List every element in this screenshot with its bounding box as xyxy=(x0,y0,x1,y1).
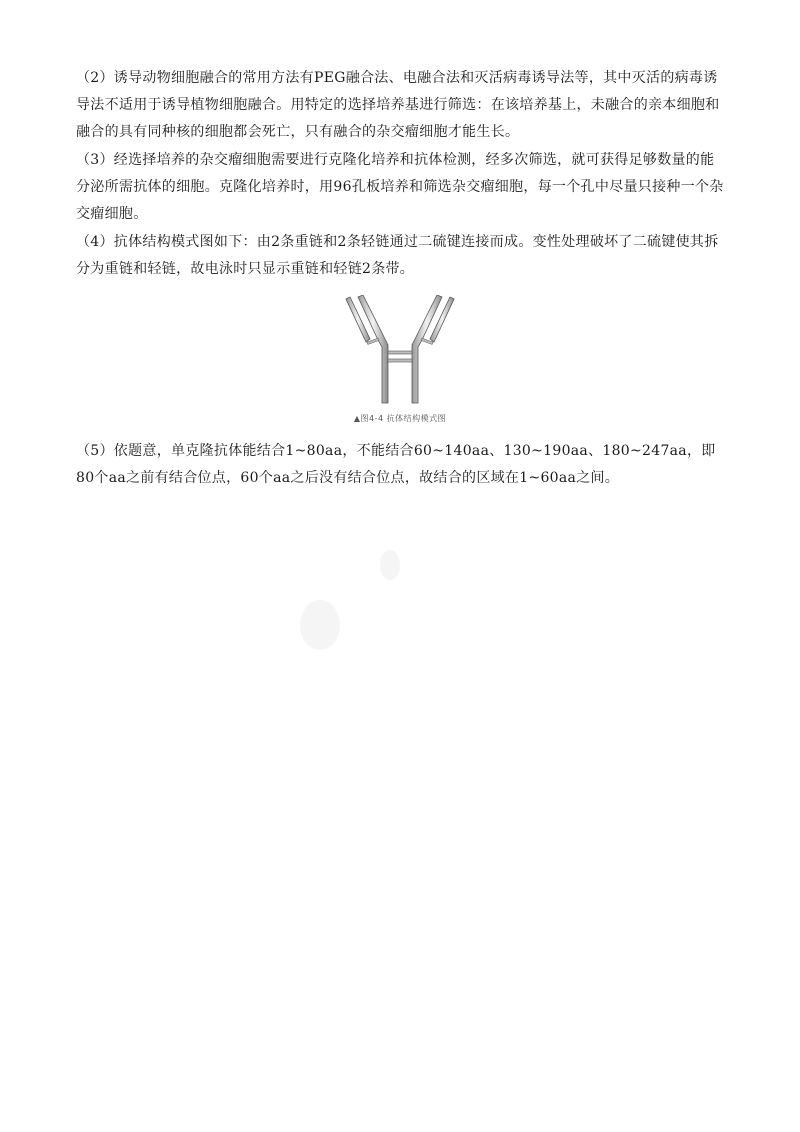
paragraph-2: （2）诱导动物细胞融合的常用方法有PEG融合法、电融合法和灭活病毒诱导法等，其中灭活的病毒诱导法不适用于诱导植物细胞融合。用特定的选择培养基进行筛选：在该培养基上，未融合的亲本细胞和融合的具有同种核的细胞都会死亡，只有融合的杂交瘤细胞才能生长。 xyxy=(76,70,720,140)
heavy-chain-right xyxy=(412,295,442,403)
disulfide-bond-upper xyxy=(388,351,412,354)
antibody-structure-diagram xyxy=(340,295,460,407)
antibody-figure xyxy=(330,295,470,435)
scan-smudge xyxy=(300,600,340,650)
disulfide-bond-lower xyxy=(388,359,412,362)
paragraph-3: （3）经选择培养的杂交瘤细胞需要进行克隆化培养和抗体检测，经多次筛选，就可获得足够数量的能分泌所需抗体的细胞。克隆化培养时，用96孔板培养和筛选杂交瘤细胞，每一个孔中尽量只接种一个杂交瘤细胞。 xyxy=(76,152,724,222)
figure-caption: ▲图4-4 抗体结构模式图 xyxy=(353,414,447,423)
paragraph-5: （5）依题意，单克隆抗体能结合1~80aa，不能结合60~140aa、130~190aa、180~247aa，即80个aa之前有结合位点，60个aa之后没有结合位点，故结合的区域在1~60aa之间。 xyxy=(76,443,716,486)
heavy-chain-left xyxy=(358,295,388,403)
paragraph-4: （4）抗体结构模式图如下：由2条重链和2条轻链通过二硫键连接而成。变性处理破坏了二硫键使其拆分为重链和轻链，故电泳时只显示重链和轻链2条带。 xyxy=(76,234,719,277)
scan-smudge xyxy=(380,550,400,580)
